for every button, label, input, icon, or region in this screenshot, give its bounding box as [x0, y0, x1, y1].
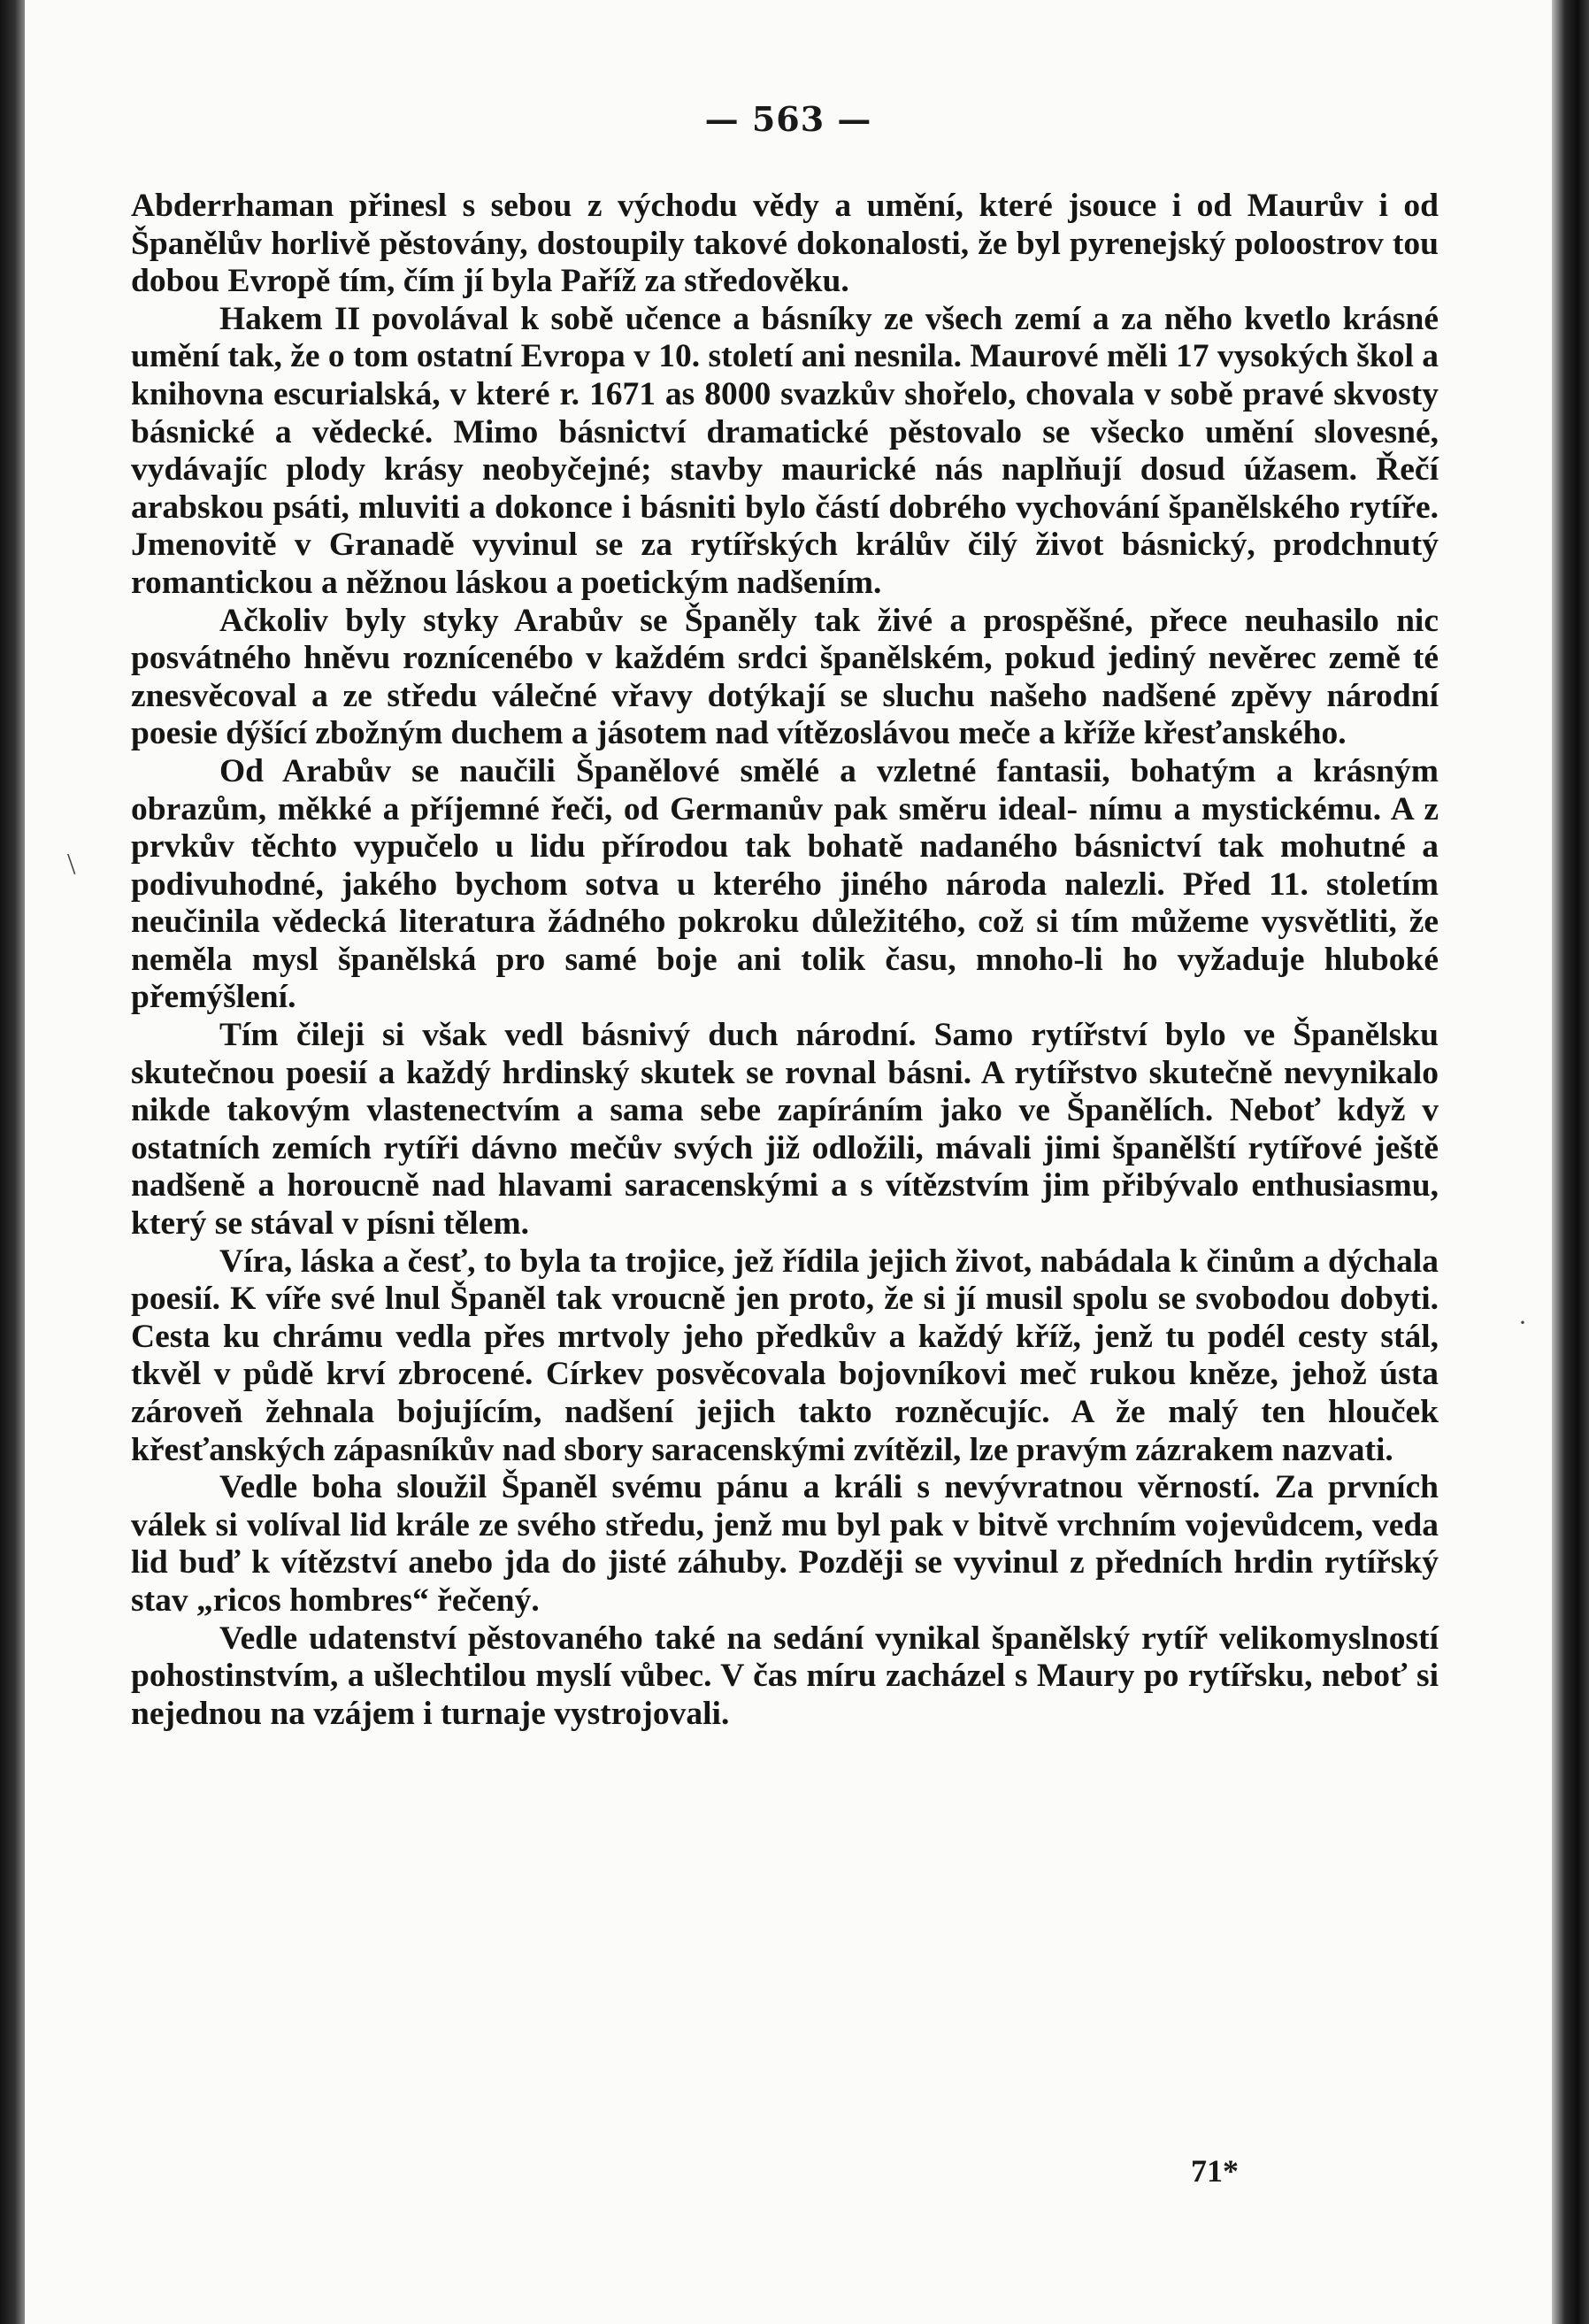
- paragraph-4: Od Arabův se naučili Španělové smělé a vzletné fantasii, bohatým a krásným obrazům, měkké a příjemné řeči, od Germanův pak směru ideal- nímu a mystickému. A z prvkův těchto vypučelo u lidu přírodou tak bohatě nadaného básnictví tak mohutné a podivuhodné, jakého bychom sotva u kterého jiného národa nalezli. Před 11. stoletím neučinila vědecká literatura žádného pokroku důležitého, což si tím můžeme vysvětliti, že neměla mysl španělská pro samé boje ani tolik času, mnoho-li ho vyžaduje hluboké přemýšlení.: [131, 752, 1439, 1016]
- book-page: [25, 0, 1552, 2324]
- paragraph-3: Ačkoliv byly styky Arabův se Španěly tak živé a prospěšné, přece neuhasilo nic posvátného hněvu roznícenébo v každém srdci španělském, pokud jediný nevěrec země té znesvěcoval a ze středu válečné vřavy dotýkají se sluchu našeho nadšené zpěvy národní poesie dýšící zbožným duchem a jásotem nad vítězoslávou meče a kříže křesťanského.: [131, 602, 1439, 752]
- body-text: [131, 188, 1439, 1733]
- paragraph-6: Víra, láska a česť, to byla ta trojice, jež řídila jejich život, nabádala k činům a dýchala poesií. K víře své lnul Španěl tak vroucně jen proto, že si jí musil spolu se svobodou dobyti. Cesta ku chrámu vedla přes mrtvoly jeho předkův a každý kříž, jenž tu podél cesty stál, tkvěl v půdě krví zbrocené. Církev posvěcovala bojovníkovi meč rukou kněze, jehož ústa zároveň žehnala bojujícím, nadšení jejich takto rozněcujíc. A že malý ten hlouček křesťanských zápasníkův nad sbory saracenskými zvítězil, lze pravým zázrakem nazvati.: [131, 1243, 1439, 1468]
- paragraph-5: Tím čileji si však vedl básnivý duch národní. Samo rytířství bylo ve Španělsku skutečnou poesií a každý hrdinský skutek se rovnal básni. A rytířstvo skutečně nevynikalo nikde takovým vlastenectvím a sama sebe zapíráním jako ve Španělích. Neboť když v ostatních zemích rytíři dávno mečův svých již odložili, mávali jimi španělští rytířové ještě nadšeně a horoucně nad hlavami saracenskými a s vítězstvím jim přibývalo enthusiasmu, který se stával v písni tělem.: [131, 1017, 1439, 1243]
- margin-dot: ·: [1518, 1308, 1527, 1337]
- right-page-edge: [1552, 0, 1589, 2324]
- left-page-edge: [0, 0, 25, 2324]
- paragraph-8: Vedle udatenství pěstovaného také na sedání vynikal španělský rytíř velikomyslností pohostinstvím, a ušlechtilou myslí vůbec. V čas míru zacházel s Maury po rytířsku, neboť si nejednou na vzájem i turnaje vystrojovali.: [131, 1620, 1439, 1732]
- page-number: — 563 —: [704, 99, 872, 139]
- signature-mark: 71*: [1191, 2153, 1239, 2189]
- paragraph-1: Abderrhaman přinesl s sebou z východu vědy a umění, které jsouce i od Maurův i od Španělův horlivě pěstovány, dostoupily takové dokonalosti, že byl pyrenejský poloostrov tou dobou Evropě tím, čím jí byla Paříž za středověku.: [131, 188, 1439, 300]
- margin-mark: \: [67, 848, 76, 881]
- paragraph-2: Hakem II povolával k sobě učence a básníky ze všech zemí a za něho kvetlo krásné umění tak, že o tom ostatní Evropa v 10. století ani nesnila. Maurové měli 17 vysokých škol a knihovna escurialská, v které r. 1671 as 8000 svazkův shořelo, chovala v sobě pravé skvosty básnické a vědecké. Mimo básnictví dramatické pěstovalo se všecko umění slovesné, vydávajíc plody krásy neobyčejné; stavby maurické nás naplňují dosud úžasem. Řečí arabskou psáti, mluviti a dokonce i básniti bylo částí dobrého vychování španělského rytíře. Jmenovitě v Granadě vyvinul se za rytířských králův čilý život básnický, prodchnutý romantickou a něžnou láskou a poetickým nadšením.: [131, 300, 1439, 601]
- paragraph-7: Vedle boha sloužil Španěl svému pánu a králi s nevývratnou věrností. Za prvních válek si volíval lid krále ze svého středu, jenž mu byl pak v bitvě vrchním vojevůdcem, veda lid buď k vítězství anebo jda do jisté záhuby. Později se vyvinul z předních hrdin rytířský stav „ricos hombres“ řečený.: [131, 1469, 1439, 1619]
